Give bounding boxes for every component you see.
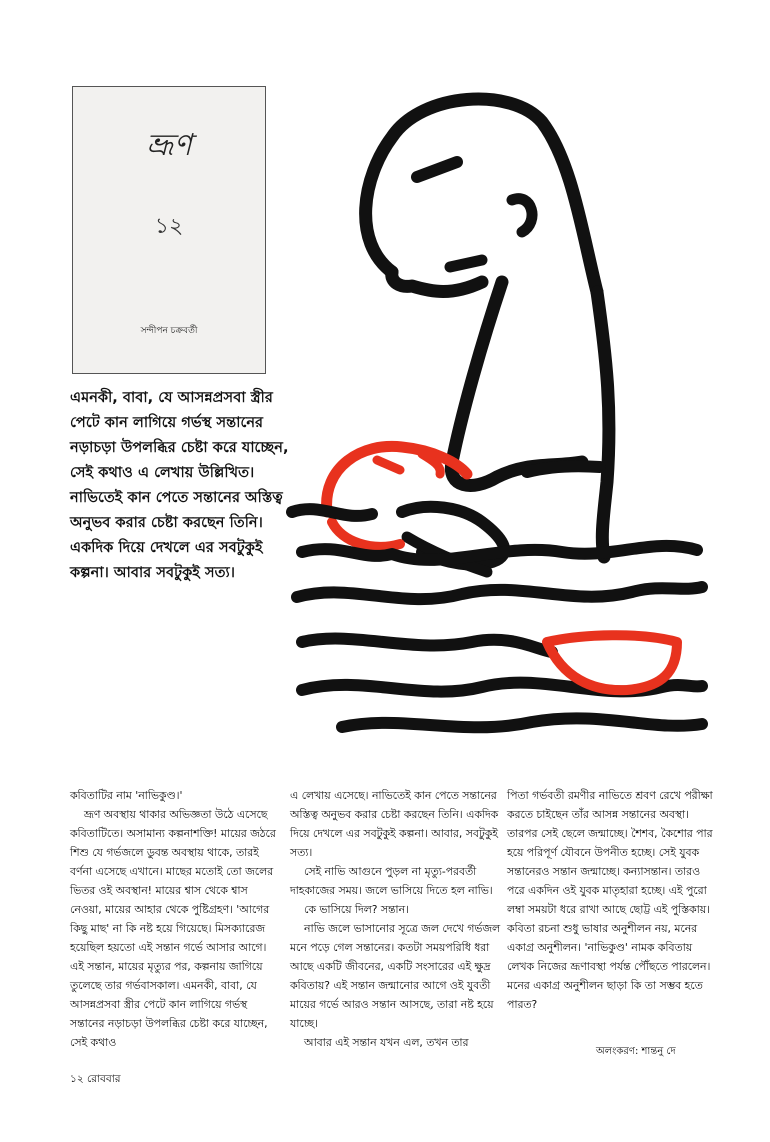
book-cover xyxy=(72,86,266,374)
column-paragraph: ভ্রূণ অবস্থায় থাকার অভিজ্ঞতা উঠে এসেছে কবিতাটিতে। অসামান্য কল্পনাশক্তি! মায়ের জঠরে শিশু যে গর্ভজলে ডুবন্ত অবস্থায় থাকে, তারই বর্ণনা এসেছে এখানে। মাছের মতোই তো জলের ভিতর ওই অবস্থান! মায়ের শ্বাস থেকে শ্বাস নেওয়া, মায়ের আহার থেকে পুষ্টিগ্রহণ। 'আগের কিছু মাছ' না কি নষ্ট হয়ে গিয়েছে। মিসক্যারেজ হয়েছিল হয়তো এই সন্তান গর্ভে আসার আগে। এই সন্তান, মায়ের মৃত্যুর পর, কল্পনায় জাগিয়ে তুলেছে তার গর্ভবাসকাল। এমনকী, বাবা, যে আসন্নপ্রসবা স্ত্রীর পেটে কান লাগিয়ে গর্ভস্থ সন্তানের নড়াচড়া উপলব্ধির চেষ্টা করে যাচ্ছেন, সেই কথাও xyxy=(70,808,276,1049)
text-column-3 xyxy=(507,786,719,1014)
wave-3 xyxy=(297,587,702,599)
text-column-1 xyxy=(70,786,282,1052)
column-paragraph: কবিতাটির নাম 'নাভিকুণ্ড।' xyxy=(70,789,183,802)
man-ear xyxy=(512,199,532,232)
man-arm xyxy=(451,282,582,485)
pull-quote: এমনকী, বাবা, যে আসন্নপ্রসবা স্ত্রীর পেটে কান লাগিয়ে গর্ভস্থ সন্তানের নড়াচড়া উপলব্ধির চেষ্টা করে যাচ্ছেন, সেই কথাও এ লেখায় উল্লিখিত। নাভিতেই কান পেতে সন্তানের অস্তিত্ব অনুভব করার চেষ্টা করছেন তিনি। একদিক দিয়ে দেখলে এর সবটুকুই কল্পনা। আবার সবটুকুই সত্য। xyxy=(70,389,289,581)
illustration-man-bathing-child xyxy=(282,82,712,742)
man-sleeve xyxy=(527,466,600,472)
wave-1 xyxy=(292,509,372,516)
book-author: সন্দীপন চক্রবর্তী xyxy=(140,326,198,336)
column-paragraph: সেই নাভি আগুনে পুড়ল না মৃত্যু-পরবর্তী দাহকাজের সময়। জলে ভাসিয়ে দিতে হল নাভি। xyxy=(290,865,493,897)
baby-eye xyxy=(377,460,400,470)
man-eye xyxy=(417,162,457,177)
illustration-credit: অলংকরণ: শান্তনু দে xyxy=(596,1046,676,1057)
wave-6 xyxy=(342,718,702,727)
column-paragraph: পিতা গর্ভবতী রমণীর নাভিতে শ্রবণ রেখে পরীক্ষা করতে চাইছেন তাঁর আসন্ন সন্তানের অবস্থা। তারপর সেই ছেলে জন্মাচ্ছে। শৈশব, কৈশোর পার হয়ে পরিপূর্ণ যৌবনে উপনীত হচ্ছে। সেই যুবক সন্তানেরও সন্তান জন্মাচ্ছে। কন্যাসন্তান। তারও পরে একদিন ওই যুবক মাতৃহারা হচ্ছে। এই পুরো লম্বা সময়টা ধরে রাখা আছে ছোট্ট এই পুস্তিকায়। কবিতা রচনা শুধু ভাষার অনুশীলন নয়, মনের একাগ্র অনুশীলন। 'নাভিকুণ্ড' নামক কবিতায় লেখক নিজের ভ্রূণাবস্থা পর্যন্ত পৌঁছতে পারলেন। মনের একাগ্র অনুশীলন ছাড়া কি তা সম্ভব হতে পারত? xyxy=(507,789,713,1011)
man-face xyxy=(392,272,482,292)
column-paragraph: কে ভাসিয়ে দিল? সন্তান। xyxy=(304,903,409,916)
man-mouth xyxy=(450,260,482,267)
baby-face xyxy=(332,522,400,547)
book-number: ১২ xyxy=(154,214,184,239)
column-paragraph: এ লেখায় এসেছে। নাভিতেই কান পেতে সন্তানের অস্তিত্ব অনুভব করার চেষ্টা করছেন তিনি। একদিক দিয়ে দেখলে এর সবটুকুই কল্পনা। আবার, সবটুকুই সত্য। xyxy=(290,789,499,859)
page-folio: ১২ রোববার xyxy=(70,1073,121,1085)
column-paragraph: নাভি জলে ভাসানোর সূত্রে জল দেখে গর্ভজল মনে পড়ে গেল সন্তানের। কতটা সময়পরিধি ধরা আছে একটি জীবনের, একটি সংসারের এই ক্ষুদ্র কবিতায়? এই সন্তান জন্মানোর আগে ওই যুবতী মায়ের গর্ভে আরও সন্তান আসছে, তারা নষ্ট হয়ে যাচ্ছে। xyxy=(290,922,501,1030)
column-paragraph: আবার এই সন্তান যখন এল, তখন তার xyxy=(304,1036,469,1049)
text-column-2 xyxy=(290,786,502,1052)
man-back xyxy=(597,292,609,557)
book-title: ভ্রূণ xyxy=(146,128,192,163)
wave-4 xyxy=(302,639,552,652)
